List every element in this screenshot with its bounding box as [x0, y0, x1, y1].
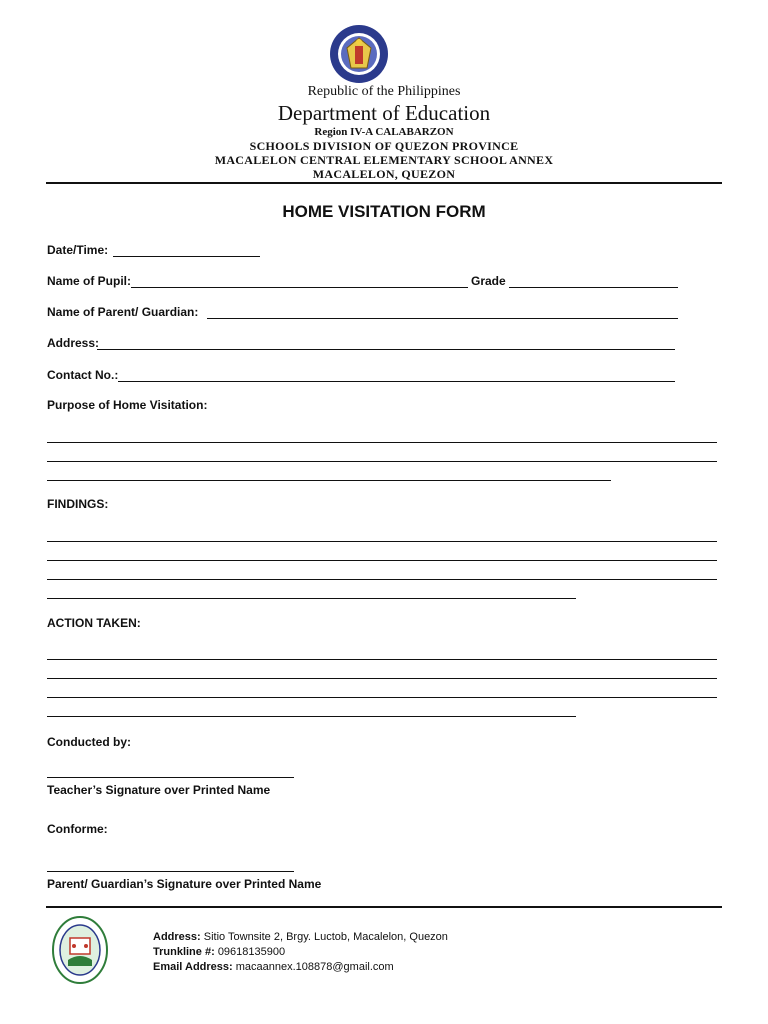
address-field[interactable] [97, 349, 675, 350]
purpose-line[interactable] [47, 442, 717, 443]
school-seal-icon [52, 916, 108, 984]
grade-field[interactable] [509, 287, 678, 288]
form-title: HOME VISITATION FORM [282, 202, 486, 221]
division-text: SCHOOLS DIVISION OF QUEZON PROVINCE [249, 139, 519, 153]
action-taken-label: ACTION TAKEN: [47, 616, 141, 630]
date-time-label: Date/Time: [47, 243, 109, 257]
school-name: MACALELON CENTRAL ELEMENTARY SCHOOL ANNEX [214, 153, 554, 167]
pupil-name-label: Name of Pupil: [47, 274, 132, 288]
footer-divider [46, 906, 722, 908]
parent-signature-field[interactable] [47, 871, 294, 872]
purpose-label: Purpose of Home Visitation: [47, 398, 208, 412]
date-time-field[interactable] [113, 256, 260, 257]
action-line[interactable] [47, 716, 576, 717]
footer-address: Address: Sitio Townsite 2, Brgy. Luctob, Macalelon, Quezon [153, 931, 448, 943]
region-text: Region IV-A CALABARZON [314, 126, 454, 138]
findings-line[interactable] [47, 579, 717, 580]
purpose-line[interactable] [47, 461, 717, 462]
action-line[interactable] [47, 678, 717, 679]
contact-field[interactable] [118, 381, 675, 382]
teacher-signature-field[interactable] [47, 777, 294, 778]
school-location: MACALELON, QUEZON [312, 167, 456, 181]
contact-label: Contact No.: [47, 368, 119, 382]
footer-email: Email Address: macaannex.108878@gmail.com [153, 961, 394, 973]
parent-signature-label: Parent/ Guardian’s Signature over Printed Name [47, 877, 322, 891]
republic-text: Republic of the Philippines [307, 84, 461, 99]
purpose-line[interactable] [47, 480, 611, 481]
findings-line[interactable] [47, 560, 717, 561]
findings-label: FINDINGS: [47, 497, 109, 511]
pupil-name-field[interactable] [131, 287, 468, 288]
action-line[interactable] [47, 697, 717, 698]
header-divider [46, 182, 722, 184]
action-line[interactable] [47, 659, 717, 660]
findings-line[interactable] [47, 598, 576, 599]
parent-name-label: Name of Parent/ Guardian: [47, 305, 199, 319]
findings-line[interactable] [47, 541, 717, 542]
deped-seal-icon [329, 24, 389, 84]
footer-trunkline: Trunkline #: 09618135900 [153, 946, 286, 958]
conforme-label: Conforme: [47, 822, 108, 836]
teacher-signature-label: Teacher’s Signature over Printed Name [47, 783, 271, 797]
grade-label: Grade [471, 274, 506, 288]
address-label: Address: [47, 336, 100, 350]
parent-name-field[interactable] [207, 318, 678, 319]
conducted-by-label: Conducted by: [47, 735, 131, 749]
department-title: Department of Education [277, 101, 491, 125]
